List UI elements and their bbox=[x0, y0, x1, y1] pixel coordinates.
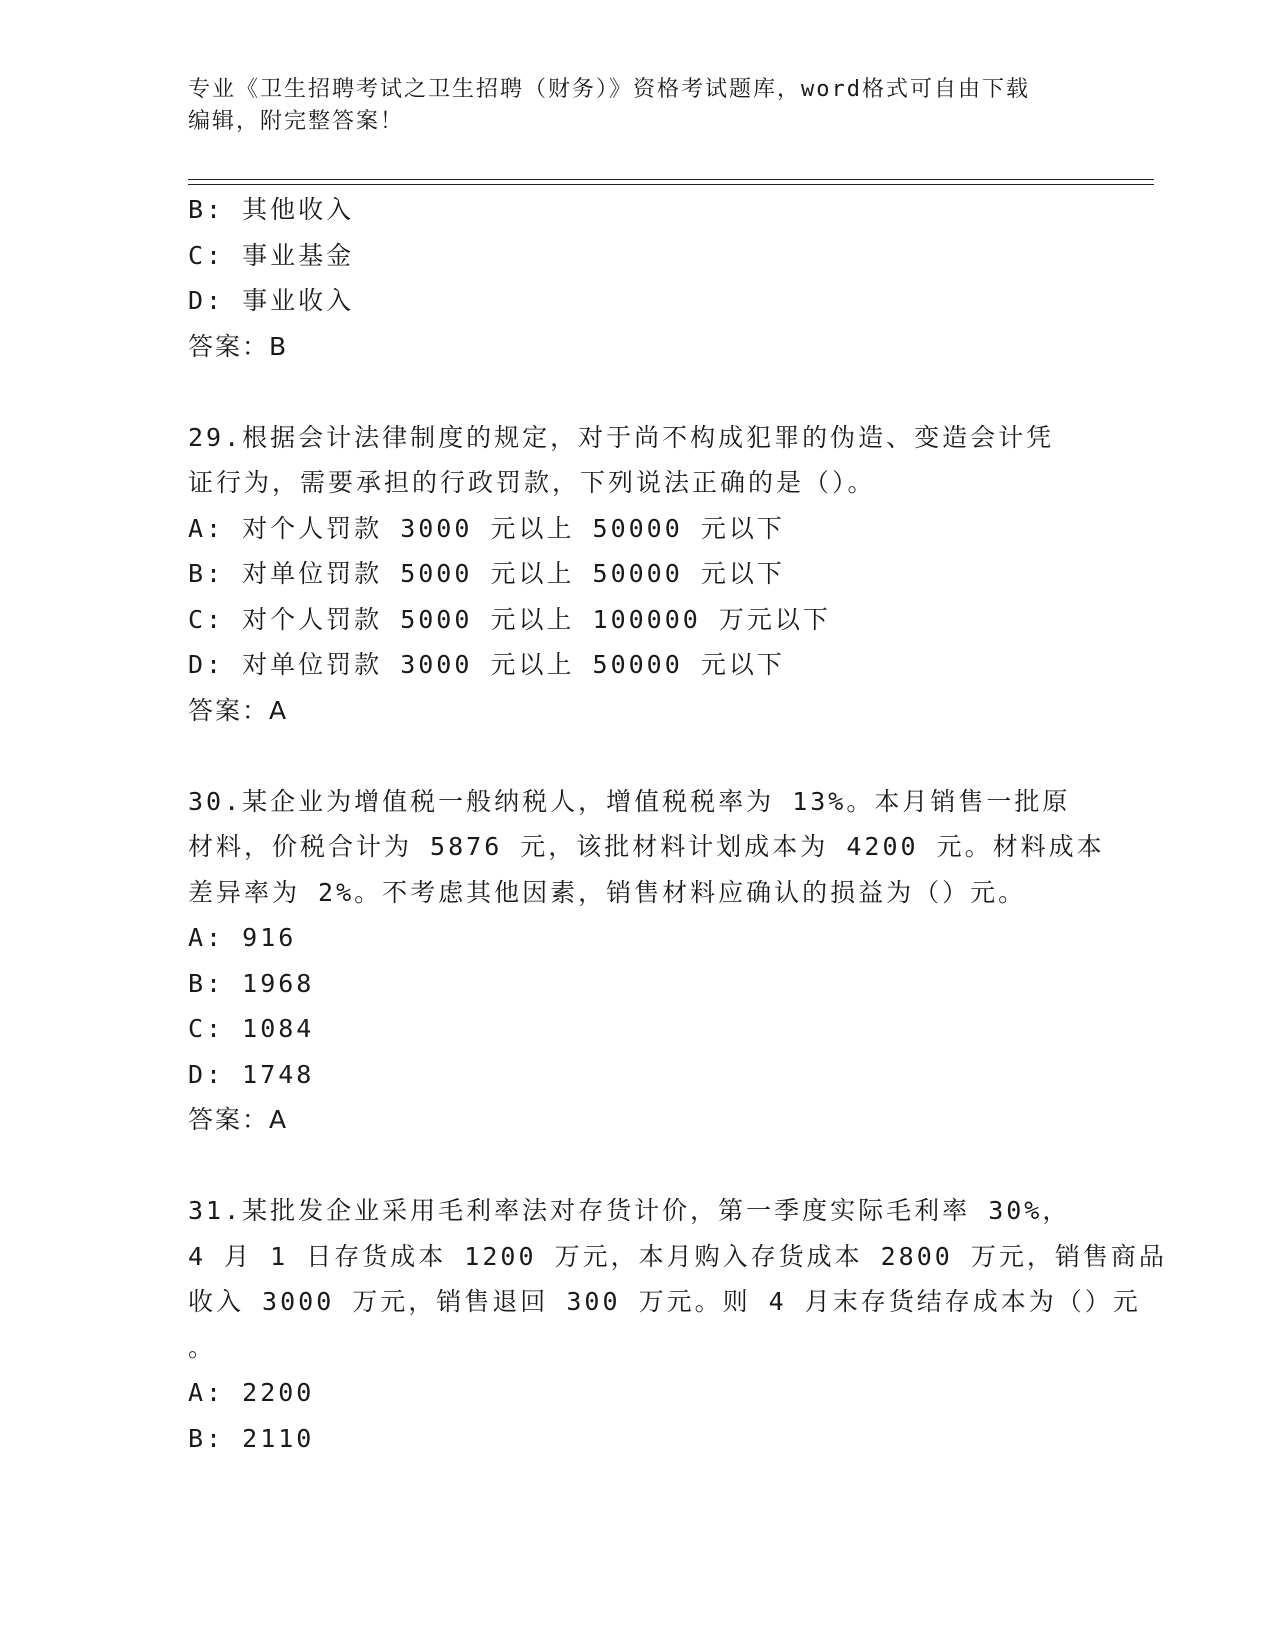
option-d: D: 1748 bbox=[188, 1059, 315, 1089]
question-stem: 材料，价税合计为 5876 元，该批材料计划成本为 4200 元。材料成本 bbox=[188, 832, 1105, 861]
option-a: A: 2200 bbox=[188, 1378, 315, 1407]
answer: 答案：A bbox=[188, 1105, 289, 1134]
spacer bbox=[188, 1143, 1088, 1189]
header-line-2: 编辑，附完整答案！ bbox=[188, 109, 405, 134]
question-28-tail bbox=[188, 187, 1088, 369]
option-b: B: 对单位罚款 5000 元以上 50000 元以下 bbox=[188, 559, 785, 588]
answer: 答案：B bbox=[188, 331, 289, 361]
question-stem: 31.某批发企业采用毛利率法对存货计价，第一季度实际毛利率 30%， bbox=[188, 1196, 1071, 1225]
header-rule-bottom bbox=[188, 184, 1154, 185]
question-stem: 收入 3000 万元，销售退回 300 万元。则 4 月末存货结存成本为（）元 bbox=[188, 1287, 1141, 1316]
question-31 bbox=[188, 1188, 1167, 1461]
header-line-1: 专业《卫生招聘考试之卫生招聘（财务）》资格考试题库，word格式可自由下载 bbox=[188, 77, 1030, 102]
question-content bbox=[188, 187, 1167, 1461]
question-stem: 4 月 1 日存货成本 1200 万元，本月购入存货成本 2800 万元，销售商品 bbox=[188, 1241, 1167, 1271]
question-29 bbox=[188, 415, 1088, 734]
question-stem: 证行为，需要承担的行政罚款，下列说法正确的是（）。 bbox=[188, 468, 876, 497]
answer: 答案：A bbox=[188, 695, 289, 725]
option-d: D: 对单位罚款 3000 元以上 50000 元以下 bbox=[188, 650, 785, 679]
option-a: A: 916 bbox=[188, 923, 297, 952]
option-b: B: 2110 bbox=[188, 1423, 315, 1453]
option-c: C: 事业基金 bbox=[188, 240, 355, 270]
option-c: C: 1084 bbox=[188, 1014, 315, 1043]
spacer bbox=[188, 733, 1088, 779]
question-stem: 差异率为 2%。不考虑其他因素，销售材料应确认的损益为（）元。 bbox=[188, 877, 1027, 907]
option-c: C: 对个人罚款 5000 元以上 100000 万元以下 bbox=[188, 604, 831, 634]
question-stem: 29.根据会计法律制度的规定，对于尚不构成犯罪的伪造、变造会计凭 bbox=[188, 422, 1055, 452]
option-d: D: 事业收入 bbox=[188, 286, 355, 315]
document-header bbox=[188, 74, 1088, 138]
spacer bbox=[188, 369, 1088, 415]
option-b: B: 其他收入 bbox=[188, 195, 355, 224]
question-stem: 30.某企业为增值税一般纳税人，增值税税率为 13%。本月销售一批原 bbox=[188, 786, 1071, 816]
question-stem: 。 bbox=[188, 1332, 217, 1362]
header-rule-top bbox=[188, 179, 1154, 180]
option-a: A: 对个人罚款 3000 元以上 50000 元以下 bbox=[188, 513, 785, 543]
question-30 bbox=[188, 779, 1105, 1143]
option-b: B: 1968 bbox=[188, 968, 315, 998]
